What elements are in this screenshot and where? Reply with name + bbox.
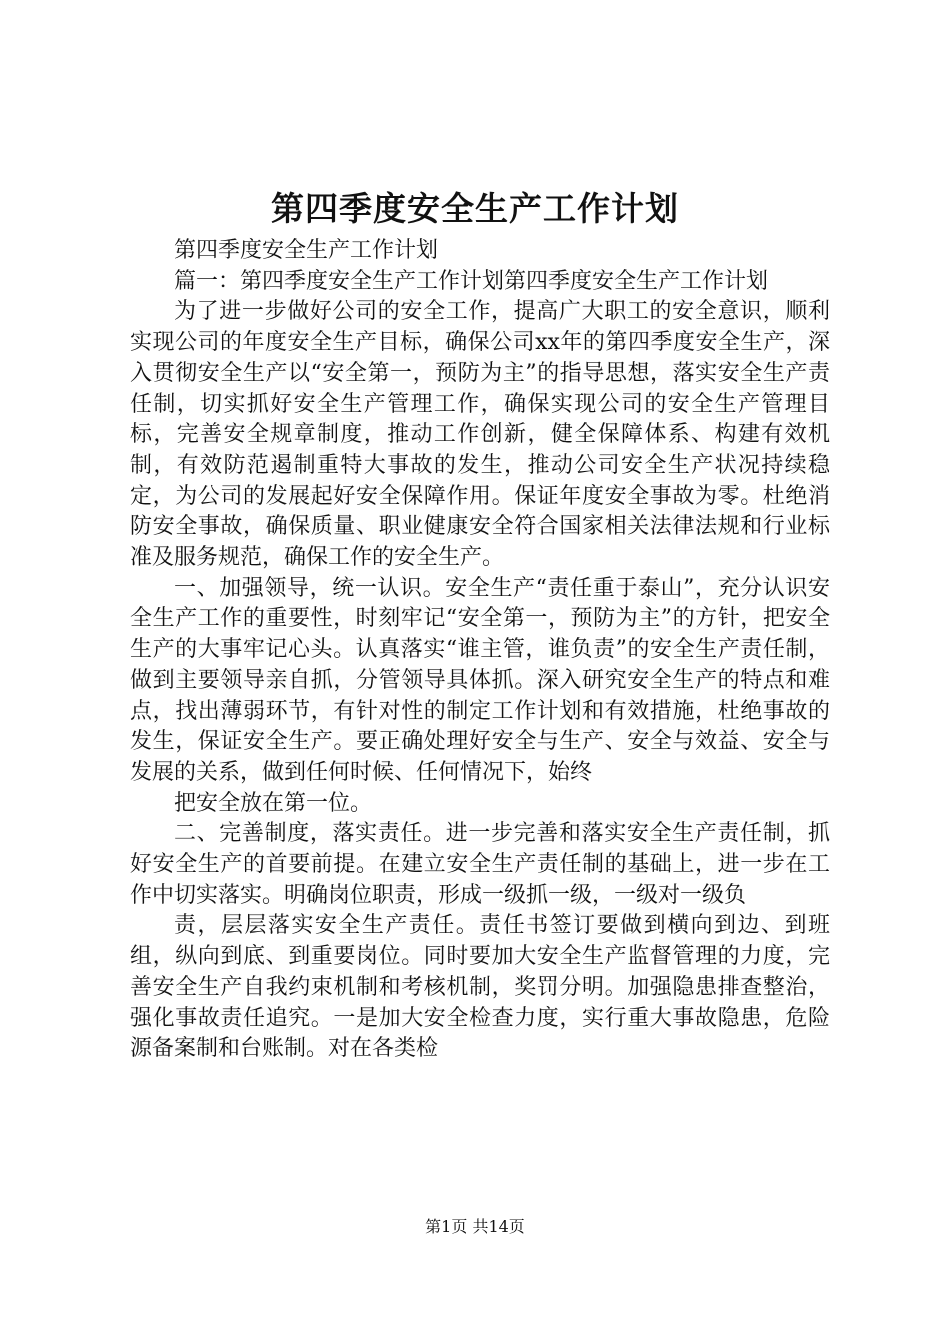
document-title: 第四季度安全生产工作计划 (271, 189, 679, 228)
document-body (130, 236, 830, 1065)
paragraph-section-heading: 篇一：第四季度安全生产工作计划第四季度安全生产工作计划 (174, 268, 769, 294)
paragraph-point-two-continued: 责，层层落实安全生产责任。责任书签订要做到横向到边、到班组，纵向到底、到重要岗位。同时要加大安全生产监督管理的力度，完善安全生产自我约束机制和考核机制，奖罚分明。加强隐患排查整治，强化事故责任追究。一是加大安全检查力度，实行重大事故隐患，危险源备案制和台账制。对在各类检 (130, 913, 830, 1062)
page-number-footer: 第1页 共14页 (425, 1217, 525, 1236)
paragraph-subtitle: 第四季度安全生产工作计划 (174, 238, 439, 263)
paragraph-intro: 为了进一步做好公司的安全工作，提高广大职工的安全意识，顺利实现公司的年度安全生产目标，确保公司xx年的第四季度安全生产，深入贯彻安全生产以“安全第一，预防为主”的指导思想，落实安全生产责任制，切实抓好安全生产管理工作，确保实现公司的安全生产管理目标，完善安全规章制度，推动工作创新，健全保障体系、构建有效机制，有效防范遏制重特大事故的发生，推动公司安全生产状况持续稳定，为公司的发展起好安全保障作用。保证年度安全事故为零。杜绝消防安全事故，确保质量、职业健康安全符合国家相关法律法规和行业标准及服务规范，确保工作的安全生产。 (130, 299, 830, 571)
paragraph-point-one-continued: 把安全放在第一位。 (174, 790, 373, 816)
paragraph-point-one: 一、加强领导，统一认识。安全生产“责任重于泰山”，充分认识安全生产工作的重要性，时刻牢记“安全第一，预防为主”的方针，把安全生产的大事牢记心头。认真落实“谁主管，谁负责”的安全生产责任制，做到主要领导亲自抓，分管领导具体抓。深入研究安全生产的特点和难点，找出薄弱环节，有针对性的制定工作计划和有效措施，杜绝事故的发生，保证安全生产。要正确处理好安全与生产、安全与效益、安全与发展的关系，做到任何时候、任何情况下，始终 (130, 575, 830, 785)
paragraph-point-two: 二、完善制度，落实责任。进一步完善和落实安全生产责任制，抓好安全生产的首要前提。在建立安全生产责任制的基础上，进一步在工作中切实落实。明确岗位职责，形成一级抓一级，一级对一级负 (130, 821, 830, 908)
